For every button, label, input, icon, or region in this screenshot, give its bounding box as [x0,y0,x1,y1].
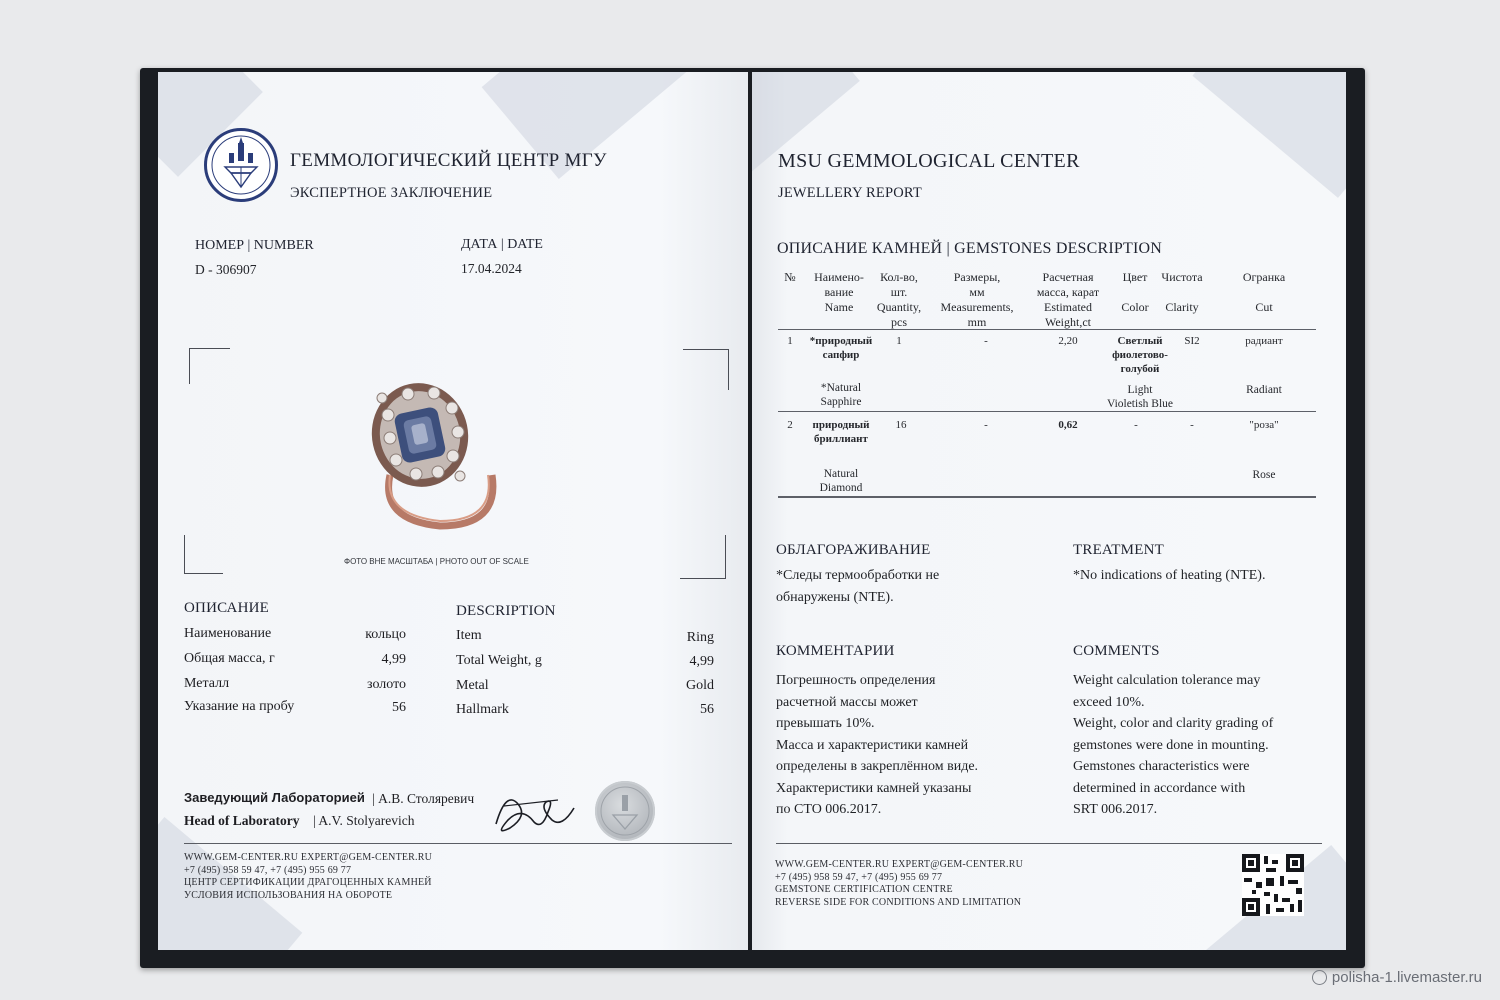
table-cell: 2 [787,419,793,431]
desc-en-weight-value: 4,99 [689,654,714,669]
table-divider [778,496,1316,498]
table-cell: 1 [896,335,902,347]
col-color-header: Цвет Color [1121,270,1149,314]
table-cell: Светлый фиолетово- голубой [1112,335,1168,375]
footer-line: +7 (495) 958 59 47, +7 (495) 955 69 77 [184,864,352,876]
desc-ru-hallmark-label: Указание на пробу [184,699,295,714]
desc-ru-metal-value: золото [367,677,406,692]
subtitle-ru: ЭКСПЕРТНОЕ ЗАКЛЮЧЕНИЕ [290,185,493,201]
footer-line: УСЛОВИЯ ИСПОЛЬЗОВАНИЯ НА ОБОРОТЕ [184,889,393,901]
number-value: D - 306907 [195,262,257,277]
watermark-text: polisha-1.livemaster.ru [1331,969,1482,986]
qr-code-icon[interactable] [1242,854,1304,916]
table-cell: - [984,335,988,347]
watermark [1312,969,1482,986]
table-cell: Light Violetish Blue [1106,384,1174,410]
table-cell: Natural Diamond [819,468,863,494]
date-value: 17.04.2024 [461,261,522,276]
footer-line: +7 (495) 958 59 47, +7 (495) 955 69 77 [775,871,943,883]
head-ru-name: | А.В. Столяревич [372,791,475,806]
table-cell: 0,62 [1058,419,1078,431]
treatment-en-text: *No indications of heating (NTE). [1073,568,1266,583]
table-cell: Rose [1252,469,1276,481]
photo-frame-corner [184,535,223,574]
comments-en-heading: COMMENTS [1073,643,1160,659]
signature [488,782,583,837]
table-cell: 1 [787,335,793,347]
table-cell: 2,20 [1058,335,1078,347]
desc-en-hallmark-label: Hallmark [456,702,509,717]
desc-ru-item-value: кольцо [365,627,406,642]
comments-en-text: Weight calculation tolerance may exceed 10%. Weight, color and clarity grading of gemstones were done in mounting. Gemstones characteristics were determined in accordance with SRT 006.2017. [1073,673,1274,817]
msu-logo-icon [204,128,278,202]
number-label: НОМЕР | NUMBER [195,238,314,253]
head-en-title: Head of Laboratory [184,813,300,828]
desc-ru-heading: ОПИСАНИЕ [184,600,270,616]
table-cell: "роза" [1249,419,1279,431]
table-cell: Radiant [1246,384,1282,396]
comments-ru-heading: КОММЕНТАРИИ [776,643,895,659]
table-cell: природный бриллиант [812,419,870,445]
desc-en-metal-value: Gold [686,678,714,693]
desc-ru-metal-label: Металл [184,676,230,691]
photo-frame-corner [683,349,729,390]
treatment-ru-text: *Следы термообработки не обнаружены (NTE). [776,568,940,605]
table-cell: *Natural Sapphire [820,382,862,408]
col-clarity-header: Чистота Clarity [1161,270,1203,314]
table-divider [778,411,1316,412]
title-ru: ГЕММОЛОГИЧЕСКИЙ ЦЕНТР МГУ [290,150,607,171]
desc-en-heading: DESCRIPTION [456,603,556,619]
head-ru-title: Заведующий Лабораторией [184,790,365,805]
footer-divider [184,843,732,844]
head-en-name: | A.V. Stolyarevich [313,813,415,828]
col-size-header: Размеры, мм Measurements, mm [940,270,1014,329]
col-num-header: № [784,270,796,284]
table-cell: *природный сапфир [809,335,873,361]
col-mass-header: Расчетная масса, карат Estimated Weight,ct [1036,270,1100,329]
treatment-en-heading: TREATMENT [1073,542,1164,558]
col-cut-header: Огранка Cut [1242,270,1286,314]
col-qty-header: Кол-во, шт. Quantity, pcs [876,270,922,329]
lab-stamp-icon [595,781,655,841]
desc-en-weight-label: Total Weight, g [456,653,542,668]
table-cell: SI2 [1184,335,1200,347]
ring-photo [360,380,510,530]
desc-en-item-value: Ring [686,630,714,645]
footer-line: REVERSE SIDE FOR CONDITIONS AND LIMITATION [775,896,1022,908]
photo-frame-corner [680,535,726,579]
footer-line: GEMSTONE CERTIFICATION CENTRE [775,884,953,895]
col-name-header: Наимено- вание Name [814,270,864,314]
footer-line: WWW.GEM-CENTER.RU EXPERT@GEM-CENTER.RU [775,859,1024,870]
table-cell: - [1134,419,1138,431]
table-cell: - [1190,419,1194,431]
treatment-ru-heading: ОБЛАГОРАЖИВАНИЕ [776,542,931,558]
desc-ru-item-label: Наименование [184,626,272,641]
right-footer [775,859,1023,909]
desc-ru-weight-label: Общая масса, г [184,651,275,666]
table-cell: 16 [895,419,907,431]
table-cell: радиант [1245,335,1283,347]
title-en: MSU GEMMOLOGICAL CENTER [778,150,1080,172]
date-label: ДАТА | DATE [461,237,543,252]
photo-frame-corner [189,348,230,384]
photo-caption: ФОТО ВНЕ МАСШТАБА | PHOTO OUT OF SCALE [344,557,529,566]
footer-line: WWW.GEM-CENTER.RU EXPERT@GEM-CENTER.RU [184,852,433,863]
footer-line: ЦЕНТР СЕРТИФИКАЦИИ ДРАГОЦЕННЫХ КАМНЕЙ [184,877,432,888]
comments-ru-text: Погрешность определения расчетной массы может превышать 10%. Масса и характеристики камней определены в закреплённом виде. Характеристики камней указаны по СТО 006.2017. [776,673,979,817]
desc-en-metal-label: Metal [456,678,489,693]
desc-ru-weight-value: 4,99 [381,652,406,667]
desc-en-item-label: Item [456,628,482,643]
photo-corner [1192,72,1346,198]
desc-en-hallmark-value: 56 [700,702,714,717]
left-footer [184,852,432,902]
gemstones-heading: ОПИСАНИЕ КАМНЕЙ | GEMSTONES DESCRIPTION [777,240,1163,257]
footer-divider [776,843,1322,844]
table-divider [778,329,1316,330]
subtitle-en: JEWELLERY REPORT [778,185,922,201]
watermark-logo-icon [1312,970,1327,985]
table-cell: - [984,419,988,431]
desc-ru-hallmark-value: 56 [392,700,406,715]
